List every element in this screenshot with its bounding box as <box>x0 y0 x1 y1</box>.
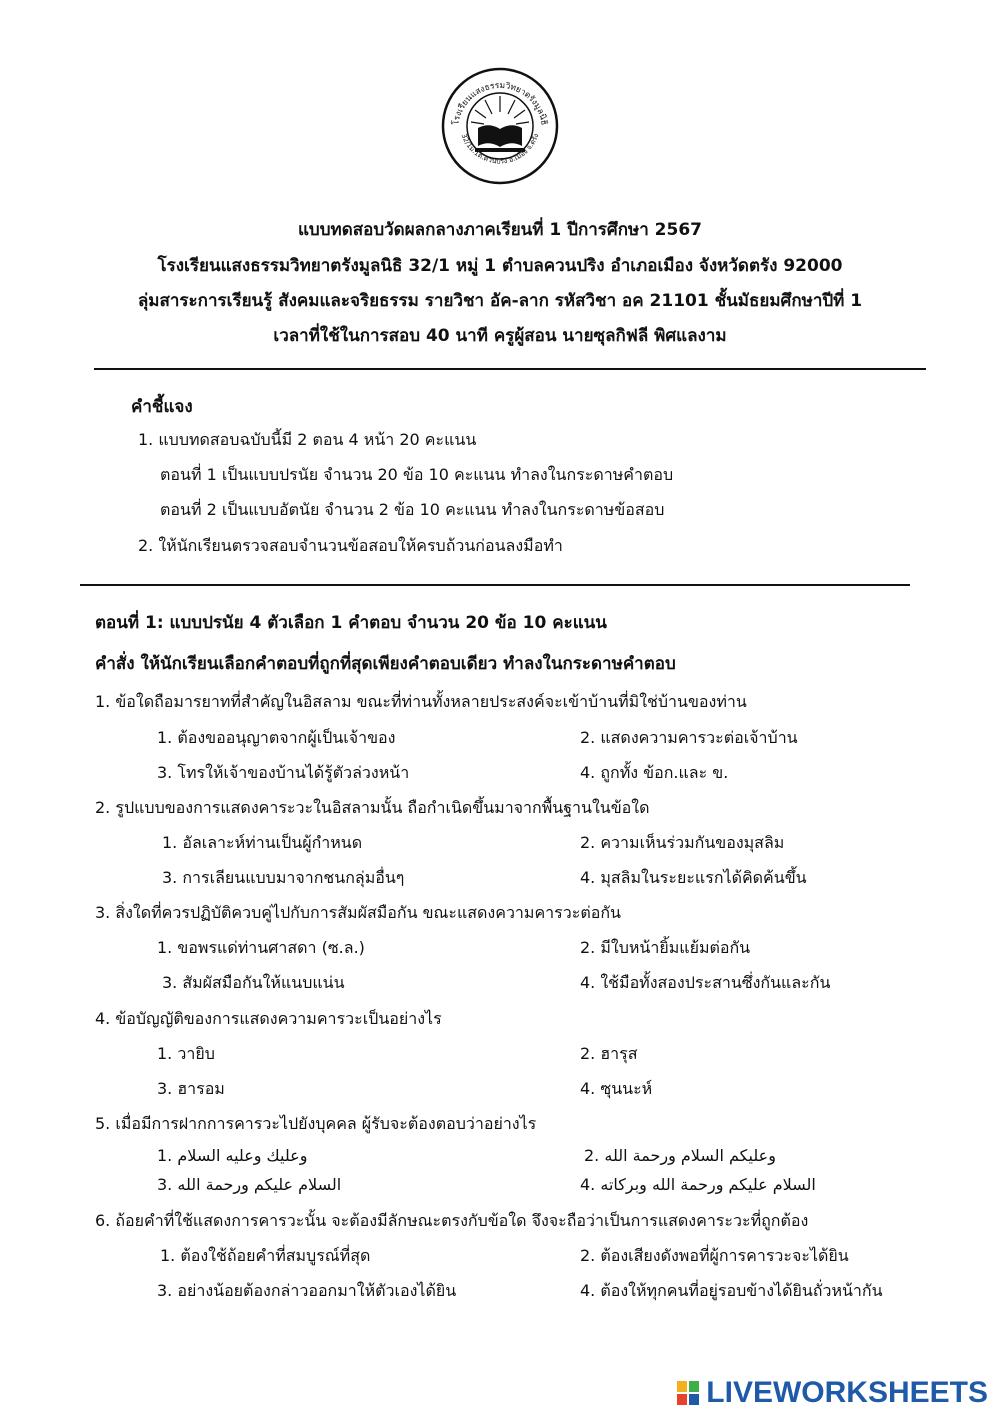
q2-option-2: 2. ความเห็นร่วมกันของมุสลิม <box>580 833 785 852</box>
logo-text-top: โรงเรียนแสงธรรมวิทยาตรังมูลนิธิ <box>451 80 549 126</box>
question-1: 1. ข้อใดถือมารยาทที่สำคัญในอิสลาม ขณะที่ท่านทั้งหลายประสงค์จะเข้าบ้านที่มิใช่บ้านของท่าน <box>95 692 747 711</box>
q3-option-1: 1. ขอพรแด่ท่านศาสดา (ซ.ล.) <box>157 938 365 957</box>
q5-option-2: 2. وعليكم السلام ورحمة الله <box>584 1146 776 1165</box>
q2-option-3: 3. การเลียนแบบมาจากชนกลุ่มอื่นๆ <box>162 868 405 887</box>
q1-option-4: 4. ถูกทั้ง ข้อก.และ ข. <box>580 763 729 782</box>
subject-info: ลุ่มสาระการเรียนรู้ สังคมและจริยธรรม รายวิชา อัค-ลาก รหัสวิชา อค 21101 ชั้นมัธยมศึกษาปีที่ 1 <box>137 291 863 311</box>
school-logo <box>440 66 560 186</box>
q6-option-1: 1. ต้องใช้ถ้อยคำที่สมบูรณ์ที่สุด <box>160 1246 371 1265</box>
time-teacher: เวลาที่ใช้ในการสอบ 40 นาที ครูผู้สอน นายซุลกิฟลี พิศแลงาม <box>273 326 727 346</box>
q4-option-2: 2. ฮารุส <box>580 1044 638 1063</box>
q5-option-3: 3. السلام عليكم ورحمة الله <box>157 1175 342 1194</box>
q5-option-4: 4. السلام عليكم ورحمة الله وبركاته <box>580 1175 816 1194</box>
question-6: 6. ถ้อยคำที่ใช้แสดงการคารวะนั้น จะต้องมีลักษณะตรงกับข้อใด จึงจะถือว่าเป็นการแสดงคาระวะที่ถูกต้อง <box>95 1211 809 1230</box>
q6-option-4: 4. ต้องให้ทุกคนที่อยู่รอบข้างได้ยินถั่วหน้ากัน <box>580 1281 883 1300</box>
q3-option-4: 4. ใช้มือทั้งสองประสานซึ่งกันและกัน <box>580 973 831 992</box>
q1-option-3: 3. โทรให้เจ้าของบ้านได้รู้ตัวล่วงหน้า <box>157 763 410 782</box>
q3-option-2: 2. มีใบหน้ายิ้มแย้มต่อกัน <box>580 938 751 957</box>
school-seal-icon <box>440 66 560 186</box>
q6-option-3: 3. อย่างน้อยต้องกล่าวออกมาให้ตัวเองได้ยิน <box>157 1281 457 1300</box>
q3-option-3: 3. สัมผัสมือกันให้แนบแน่น <box>162 973 345 992</box>
q2-option-1: 1. อัลเลาะห์ท่านเป็นผู้กำหนด <box>162 833 363 852</box>
instruction-part-1: ตอนที่ 1 เป็นแบบปรนัย จำนวน 20 ข้อ 10 คะแนน ทำลงในกระดาษคำตอบ <box>160 465 674 484</box>
instructions-title: คำชี้แจง <box>131 397 193 417</box>
exam-title: แบบทดสอบวัดผลกลางภาคเรียนที่ 1 ปีการศึกษา 2567 <box>297 220 703 240</box>
part1-title: ตอนที่ 1: แบบปรนัย 4 ตัวเลือก 1 คำตอบ จำนวน 20 ข้อ 10 คะแนน <box>95 613 607 633</box>
q4-option-1: 1. วายิบ <box>157 1044 215 1063</box>
q6-option-2: 2. ต้องเสียงดังพอที่ผู้การคารวะจะได้ยิน <box>580 1246 849 1265</box>
liveworksheets-brand[interactable] <box>676 1376 988 1410</box>
liveworksheets-logo-icon <box>676 1380 700 1406</box>
q5-option-1: 1. وعليك وعليه السلام <box>157 1146 308 1165</box>
q1-option-2: 2. แสดงความคารวะต่อเจ้าบ้าน <box>580 728 798 747</box>
liveworksheets-wordmark: LIVEWORKSHEETS <box>706 1376 988 1409</box>
divider-bottom <box>80 584 910 586</box>
q2-option-4: 4. มุสลิมในระยะแรกได้คิดค้นขึ้น <box>580 868 807 887</box>
q4-option-4: 4. ซุนนะห์ <box>580 1079 653 1098</box>
school-address: โรงเรียนแสงธรรมวิทยาตรังมูลนิธิ 32/1 หมู่ 1 ตำบลควนปริง อำเภอเมือง จังหวัดตรัง 92000 <box>157 256 843 276</box>
question-5: 5. เมื่อมีการฝากการคารวะไปยังบุคคล ผู้รับจะต้องตอบว่าอย่างไร <box>95 1114 537 1133</box>
instruction-item-2: 2. ให้นักเรียนตรวจสอบจำนวนข้อสอบให้ครบถ้วนก่อนลงมือทำ <box>138 536 563 555</box>
question-4: 4. ข้อบัญญัติของการแสดงความคารวะเป็นอย่างไร <box>95 1009 442 1028</box>
divider-top <box>94 368 926 370</box>
q4-option-3: 3. ฮารอม <box>157 1079 225 1098</box>
instruction-part-2: ตอนที่ 2 เป็นแบบอัตนัย จำนวน 2 ข้อ 10 คะแนน ทำลงในกระดาษข้อสอบ <box>160 500 665 519</box>
instruction-item-1: 1. แบบทดสอบฉบับนี้มี 2 ตอน 4 หน้า 20 คะแนน <box>138 430 477 449</box>
q1-option-1: 1. ต้องขออนุญาตจากผู้เป็นเจ้าของ <box>157 728 396 747</box>
part1-command: คำสั่ง ให้นักเรียนเลือกคำตอบที่ถูกที่สุดเพียงคำตอบเดียว ทำลงในกระดาษคำตอบ <box>95 654 676 674</box>
logo-text-bottom: 32/1ม.1ต.ควนปริง อ.เมือง จ.ตรัง <box>459 132 541 166</box>
question-2: 2. รูปแบบของการแสดงคาระวะในอิสลามนั้น ถือกำเนิดขึ้นมาจากพื้นฐานในข้อใด <box>95 798 650 817</box>
question-3: 3. สิ่งใดที่ควรปฏิบัติควบคู่ไปกับการสัมผัสมือกัน ขณะแสดงความคารวะต่อกัน <box>95 903 621 922</box>
